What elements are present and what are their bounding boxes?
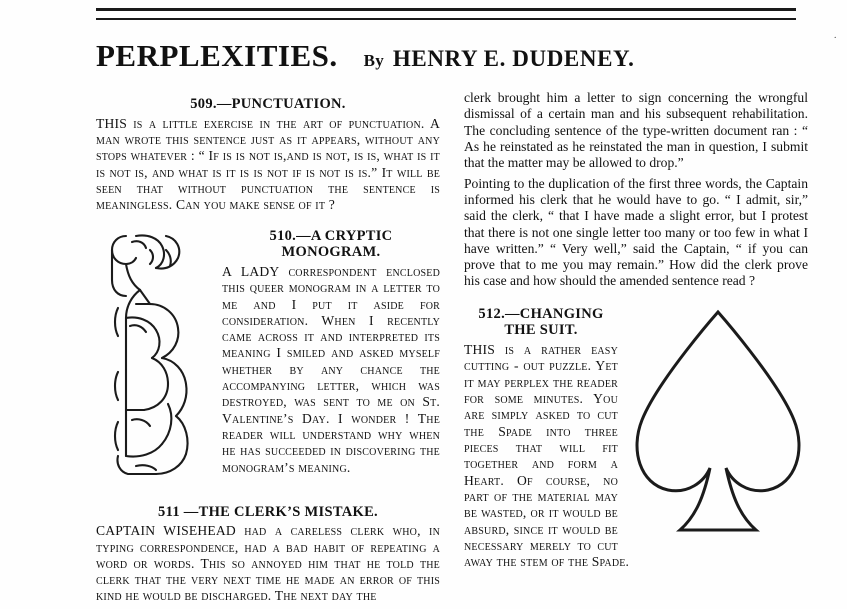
puzzle-510-heading: 510.—A CRYPTIC MONOGRAM. [269,227,393,261]
puzzle-510-text: A LADY correspondent enclosed this queer monogram in a letter to me and I put it aside for consideration. When I recently came across it and interpreted its meaning I smiled and asked myself whether by any chance the accompanying letter, which was destroyed, was sent to me on St. Valentine’s Day. I wonder ! The reader will understand why when he has succeeded in discovering the monogram’s meaning. [222,263,440,475]
byline-author: HENRY E. DUDENEY. [392,46,635,71]
puzzle-509-heading: 509.—PUNCTUATION. [190,96,346,112]
puzzle-511-text-part3: Pointing to the duplication of the first three words, the Captain informed his clerk that he would have to go. “ I admit, sir,” said the clerk, “ that I have made a slight error, but I protest that there is not one single letter too many or too few in what I have written.” “ Very well,” said the Captain, “ if you can prove that to me you may remain.” How did the clerk prove his case and how should the amended sentence read ? [464,175,808,289]
top-double-rule [96,8,796,20]
column-left [96,90,440,602]
byline-by: By [363,51,384,70]
puzzle-511-text-part2: clerk brought him a letter to sign concerning the wrongful dismissal of a certain man and his subsequent rehabilitation. The concluding sentence of the type-written document ran : “ As he reinstated as he reinstated the man in question, I submit that the matter may be allowed to drop.” [464,90,808,171]
puzzle-511-text-part1: CAPTAIN WISEHEAD had a careless clerk who, in typing correspondence, had a bad habit of repeating a word or words. This so annoyed him that he told the clerk that the very next time he made an error of this kind he would be discharged. The next day the [96,523,440,604]
puzzle-512-block [464,300,808,575]
corner-mark: · [833,32,837,44]
puzzle-509-text: THIS is a little exercise in the art of punctuation. A man wrote this sentence just as it appears, without any stops whatever : “ If is is not is,and is not, is is, what is it is not is, and what is it is is not if is not is is.” It will be seen that without punctuation the sentence is meaningless. Can you make sense of it ? [96,115,440,213]
spade-svg [628,302,808,540]
monogram-svg [96,220,214,488]
column-right [464,90,808,602]
article-columns [96,90,818,602]
masthead [96,38,816,74]
puzzle-512-text: THIS is a rather easy cutting - out puzzle. Yet it may perplex the reader for some minutes. You are simply asked to cut the Spade into three pieces that will fit together and form a Heart. Of course, no part of the material may be wasted, or it would be absurd, since it would be necessary merely to cut away the stem of the Spade. [464,342,630,570]
puzzle-511-heading: 511 —THE CLERK’S MISTAKE. [158,503,378,520]
puzzle-512-heading: 512.—CHANGING THE SUIT. [478,305,604,339]
spade-shape-illustration [628,302,808,540]
puzzle-510-block [96,218,440,490]
cryptic-monogram-illustration [96,220,214,488]
page-title: PERPLEXITIES. [96,38,338,73]
